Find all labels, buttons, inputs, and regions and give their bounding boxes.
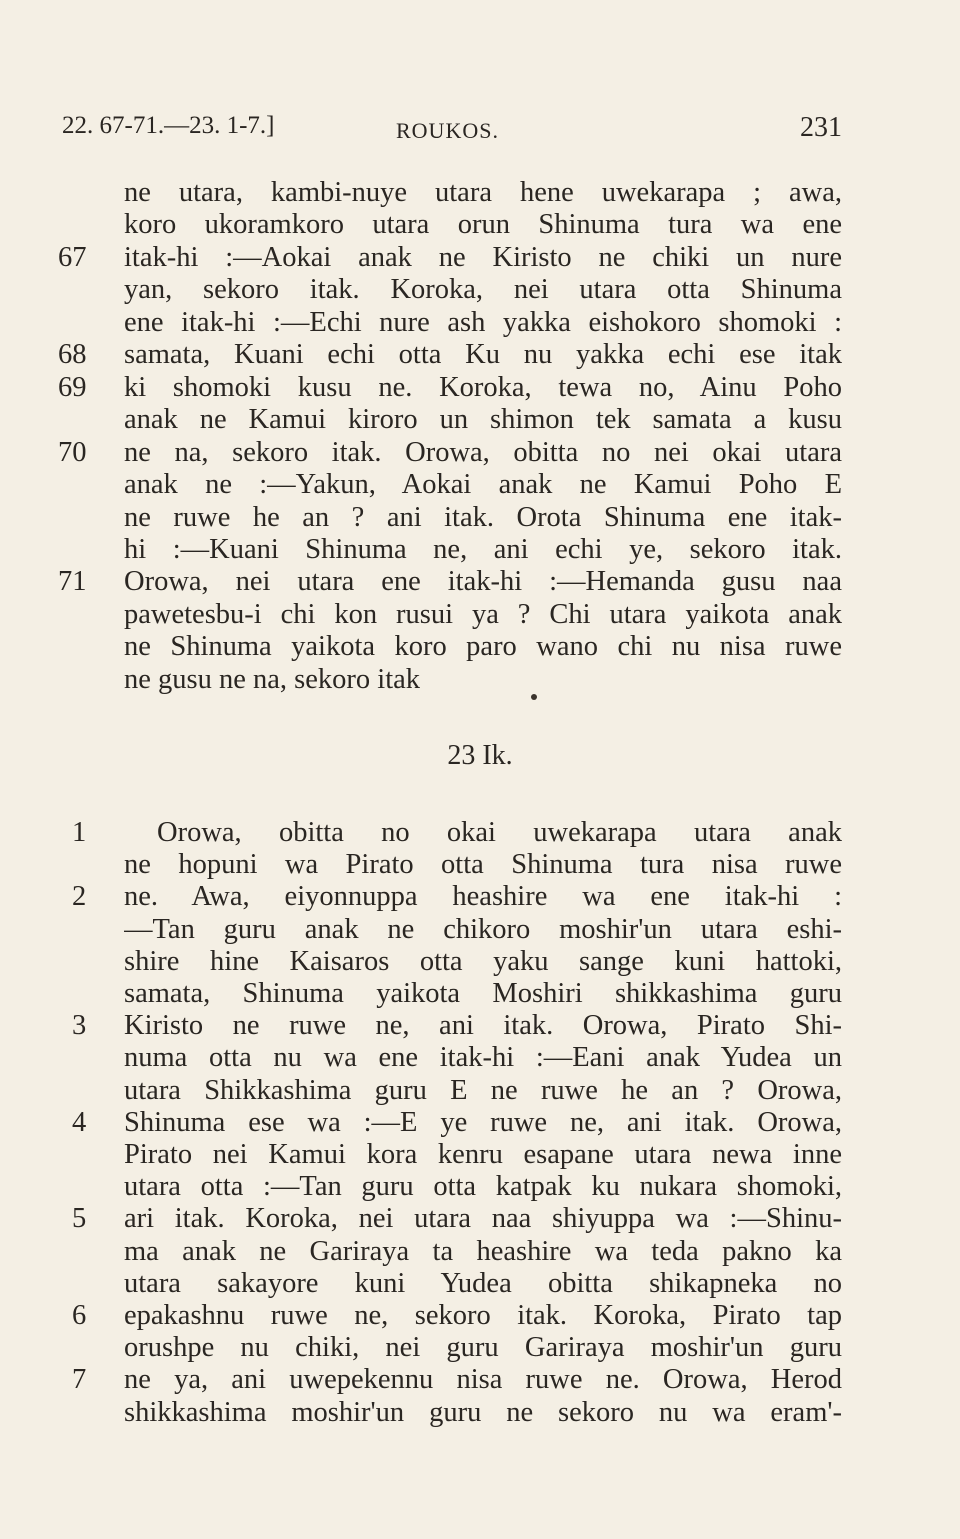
line-text: ki shomoki kusu ne. Koroka, tewa no, Ainu Poho bbox=[124, 371, 842, 403]
line-text: hi :—Kuani Shinuma ne, ani echi ye, sekoro itak. bbox=[124, 533, 842, 565]
text-line bbox=[0, 1397, 960, 1429]
text-line bbox=[0, 1236, 960, 1268]
verse-number: 71 bbox=[58, 566, 87, 598]
verse-number: 4 bbox=[72, 1106, 87, 1138]
line-text: shire hine Kaisaros otta yaku sange kuni hattoki, bbox=[124, 945, 842, 977]
verse-number: 5 bbox=[72, 1203, 87, 1235]
line-text: koro ukoramkoro utara orun Shinuma tura wa ene bbox=[124, 209, 842, 241]
text-line bbox=[0, 664, 960, 696]
text-line bbox=[0, 1332, 960, 1364]
text-line bbox=[0, 339, 960, 371]
running-header bbox=[62, 112, 842, 148]
verse-number: 7 bbox=[72, 1364, 87, 1396]
text-line bbox=[0, 881, 960, 913]
line-text: ne Shinuma yaikota koro paro wano chi nu nisa ruwe bbox=[124, 631, 842, 663]
text-line bbox=[0, 1042, 960, 1074]
verse-number: 69 bbox=[58, 371, 87, 403]
line-text: ene itak-hi :—Echi nure ash yakka eishokoro shomoki : bbox=[124, 306, 842, 338]
text-line bbox=[0, 502, 960, 534]
line-text: anak ne :—Yakun, Aokai anak ne Kamui Poho E bbox=[124, 469, 842, 501]
text-line bbox=[0, 1364, 960, 1396]
verse-number: 67 bbox=[58, 241, 87, 273]
line-text: —Tan guru anak ne chikoro moshir'un utara eshi- bbox=[124, 913, 842, 945]
line-text: Pirato nei Kamui kora kenru esapane utara newa inne bbox=[124, 1139, 842, 1170]
line-text: ne hopuni wa Pirato otta Shinuma tura nisa ruwe bbox=[124, 849, 842, 881]
line-text: Shinuma ese wa :—E ye ruwe ne, ani itak. Orowa, bbox=[124, 1106, 842, 1138]
text-line bbox=[0, 978, 960, 1010]
line-text: utara otta :—Tan guru otta katpak ku nukara shomoki, bbox=[124, 1171, 842, 1203]
text-line bbox=[0, 1300, 960, 1332]
line-text: ne ruwe he an ? ani itak. Orota Shinuma ene itak- bbox=[124, 501, 842, 533]
chapter-heading: 23 Ik. bbox=[447, 740, 513, 771]
text-line bbox=[0, 946, 960, 978]
line-text: samata, Shinuma yaikota Moshiri shikkashima guru bbox=[124, 978, 842, 1009]
text-line bbox=[0, 1268, 960, 1300]
line-text: Orowa, obitta no okai uwekarapa utara anak bbox=[157, 817, 842, 848]
verse-number: 70 bbox=[58, 436, 87, 468]
text-line bbox=[0, 1107, 960, 1139]
text-line bbox=[0, 534, 960, 566]
line-text: ne ya, ani uwepekennu nisa ruwe ne. Orowa, Herod bbox=[124, 1364, 842, 1396]
line-text: yan, sekoro itak. Koroka, nei utara otta Shinuma bbox=[124, 274, 842, 306]
line-text: Kiristo ne ruwe ne, ani itak. Orowa, Pirato Shi- bbox=[124, 1010, 842, 1042]
verse-number: 1 bbox=[72, 817, 87, 848]
text-line bbox=[0, 849, 960, 881]
line-text: numa otta nu wa ene itak-hi :—Eani anak Yudea un bbox=[124, 1042, 842, 1074]
text-line bbox=[0, 242, 960, 274]
text-line bbox=[0, 1203, 960, 1235]
line-text: ma anak ne Gariraya ta heashire wa teda pakno ka bbox=[124, 1235, 842, 1267]
verse-number: 3 bbox=[72, 1010, 87, 1042]
line-text: itak-hi :—Aokai anak ne Kiristo ne chiki un nure bbox=[124, 241, 842, 273]
text-line bbox=[0, 566, 960, 598]
text-line bbox=[0, 404, 960, 436]
text-line bbox=[0, 817, 960, 849]
text-line bbox=[0, 631, 960, 663]
line-text: ne gusu ne na, sekoro itak bbox=[124, 663, 421, 695]
line-text: utara Shikkashima guru E ne ruwe he an ? Orowa, bbox=[124, 1074, 842, 1106]
text-line bbox=[0, 307, 960, 339]
line-text: orushpe nu chiki, nei guru Gariraya moshir'un guru bbox=[124, 1332, 842, 1364]
text-line bbox=[0, 177, 960, 209]
verse-number: 2 bbox=[72, 881, 87, 913]
line-text: ne. Awa, eiyonnuppa heashire wa ene itak-hi : bbox=[124, 881, 842, 913]
text-line bbox=[0, 599, 960, 631]
text-line bbox=[0, 914, 960, 946]
ink-speck bbox=[531, 694, 537, 700]
line-text: epakashnu ruwe ne, sekoro itak. Koroka, Pirato tap bbox=[124, 1300, 842, 1331]
text-line bbox=[0, 1010, 960, 1042]
line-text: ne na, sekoro itak. Orowa, obitta no nei okai utara bbox=[124, 436, 842, 468]
verse-reference: 22. 67-71.—23. 1-7.] bbox=[62, 112, 275, 139]
line-text: samata, Kuani echi otta Ku nu yakka echi ese itak bbox=[124, 339, 842, 371]
text-line bbox=[0, 1075, 960, 1107]
line-text: pawetesbu-i chi kon rusui ya ? Chi utara yaikota anak bbox=[124, 598, 842, 630]
text-line bbox=[0, 1139, 960, 1171]
text-line bbox=[0, 209, 960, 241]
verse-number: 6 bbox=[72, 1300, 87, 1331]
text-line bbox=[0, 274, 960, 306]
line-text: ari itak. Koroka, nei utara naa shiyuppa wa :—Shinu- bbox=[124, 1203, 842, 1235]
text-line bbox=[0, 372, 960, 404]
line-text: anak ne Kamui kiroro un shimon tek samata a kusu bbox=[124, 404, 842, 436]
line-text: shikkashima moshir'un guru ne sekoro nu wa eram'- bbox=[124, 1396, 842, 1428]
text-line bbox=[0, 469, 960, 501]
text-line bbox=[0, 437, 960, 469]
book-title: ROUKOS. bbox=[396, 118, 499, 143]
line-text: utara sakayore kuni Yudea obitta shikapneka no bbox=[124, 1267, 842, 1299]
line-text: ne utara, kambi-nuye utara hene uwekarapa ; awa, bbox=[124, 177, 842, 208]
text-line bbox=[0, 1171, 960, 1203]
page-number: 231 bbox=[800, 112, 842, 143]
line-text: Orowa, nei utara ene itak-hi :—Hemanda gusu naa bbox=[124, 566, 842, 598]
verse-number: 68 bbox=[58, 339, 87, 371]
